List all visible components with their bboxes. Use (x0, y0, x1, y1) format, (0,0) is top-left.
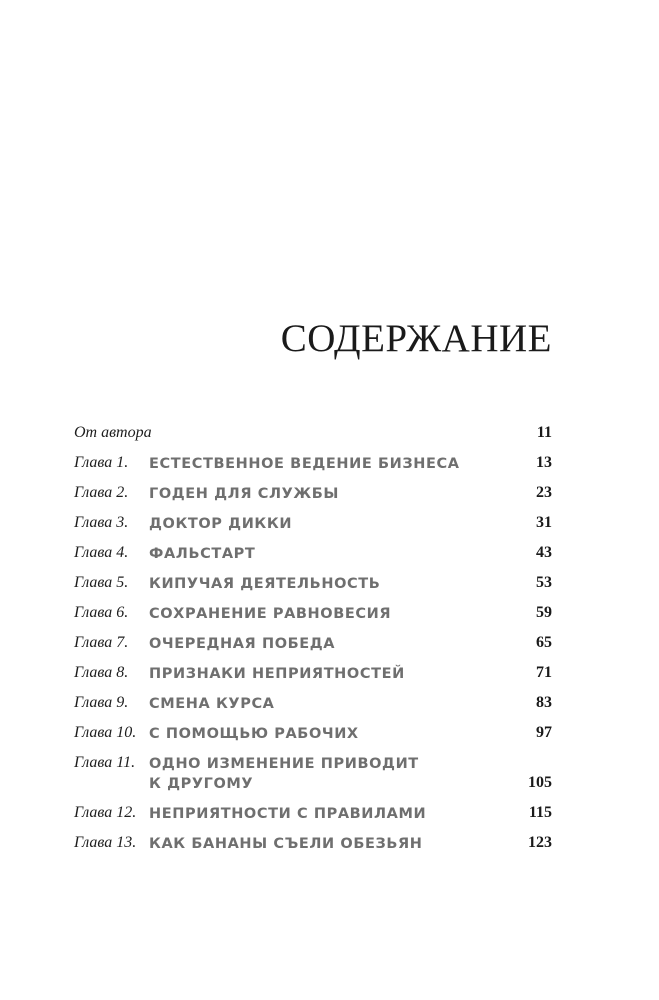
toc-page-number: 65 (536, 634, 552, 651)
chapter-title: ФАЛЬСТАРТ (149, 546, 256, 562)
toc-row-chapter-1[interactable] (74, 454, 552, 484)
chapter-number: Глава 10. (74, 724, 137, 741)
toc-page-number: 59 (536, 604, 552, 621)
chapter-title: КАК БАНАНЫ СЪЕЛИ ОБЕЗЬЯН (149, 836, 423, 852)
toc-row-chapter-8[interactable] (74, 664, 552, 694)
chapter-title-line-2: К ДРУГОМУ (149, 776, 254, 792)
chapter-title: ОЧЕРЕДНАЯ ПОБЕДА (149, 636, 336, 652)
chapter-number: Глава 6. (74, 604, 129, 621)
toc-page-number: 11 (536, 424, 552, 441)
chapter-title-line-1: ОДНО ИЗМЕНЕНИЕ ПРИВОДИТ (149, 756, 419, 772)
chapter-number: Глава 2. (74, 484, 129, 501)
toc-page-number: 13 (536, 454, 552, 471)
chapter-number: Глава 4. (74, 544, 129, 561)
chapter-number: Глава 3. (74, 514, 129, 531)
chapter-number: Глава 11. (74, 754, 136, 771)
chapter-number: Глава 5. (74, 574, 129, 591)
toc-row-chapter-3[interactable] (74, 514, 552, 544)
toc-page-number: 53 (536, 574, 552, 591)
toc-page-number: 115 (528, 804, 552, 821)
chapter-title (149, 754, 489, 794)
toc-row-chapter-2[interactable] (74, 484, 552, 514)
chapter-title: КИПУЧАЯ ДЕЯТЕЛЬНОСТЬ (149, 576, 381, 592)
chapter-title: ДОКТОР ДИККИ (149, 516, 293, 532)
chapter-number: Глава 13. (74, 834, 137, 851)
toc-row-chapter-4[interactable] (74, 544, 552, 574)
toc-row-chapter-11[interactable] (74, 754, 552, 804)
toc-page-number: 97 (536, 724, 552, 741)
chapter-number: Глава 12. (74, 804, 137, 821)
toc-page-number: 83 (536, 694, 552, 711)
chapter-title: ПРИЗНАКИ НЕПРИЯТНОСТЕЙ (149, 666, 405, 682)
toc-row-chapter-5[interactable] (74, 574, 552, 604)
chapter-title: НЕПРИЯТНОСТИ С ПРАВИЛАМИ (149, 806, 427, 822)
chapter-number: Глава 8. (74, 664, 129, 681)
toc-row-chapter-12[interactable] (74, 804, 552, 834)
toc-row-chapter-13[interactable] (74, 834, 552, 864)
toc-row-chapter-9[interactable] (74, 694, 552, 724)
chapter-number: Глава 7. (74, 634, 129, 651)
chapter-title: СОХРАНЕНИЕ РАВНОВЕСИЯ (149, 606, 392, 622)
chapter-title: ГОДЕН ДЛЯ СЛУЖБЫ (149, 486, 340, 502)
table-of-contents (74, 424, 552, 864)
chapter-title: ЕСТЕСТВЕННОЕ ВЕДЕНИЕ БИЗНЕСА (149, 456, 460, 472)
chapter-title: С ПОМОЩЬЮ РАБОЧИХ (149, 726, 359, 742)
toc-row-chapter-7[interactable] (74, 634, 552, 664)
toc-page-number: 71 (536, 664, 552, 681)
toc-row-intro[interactable] (74, 424, 552, 454)
chapter-title: СМЕНА КУРСА (149, 696, 275, 712)
chapter-number: Глава 9. (74, 694, 129, 711)
page-title: СОДЕРЖАНИЕ (280, 317, 552, 360)
toc-page-number: 23 (536, 484, 552, 501)
toc-row-chapter-6[interactable] (74, 604, 552, 634)
toc-page-number: 105 (528, 774, 552, 791)
toc-page-number: 43 (536, 544, 552, 561)
toc-row-chapter-10[interactable] (74, 724, 552, 754)
toc-intro-label: От автора (74, 424, 152, 441)
toc-page-number: 31 (536, 514, 552, 531)
toc-page-number: 123 (528, 834, 552, 851)
chapter-number: Глава 1. (74, 454, 129, 471)
